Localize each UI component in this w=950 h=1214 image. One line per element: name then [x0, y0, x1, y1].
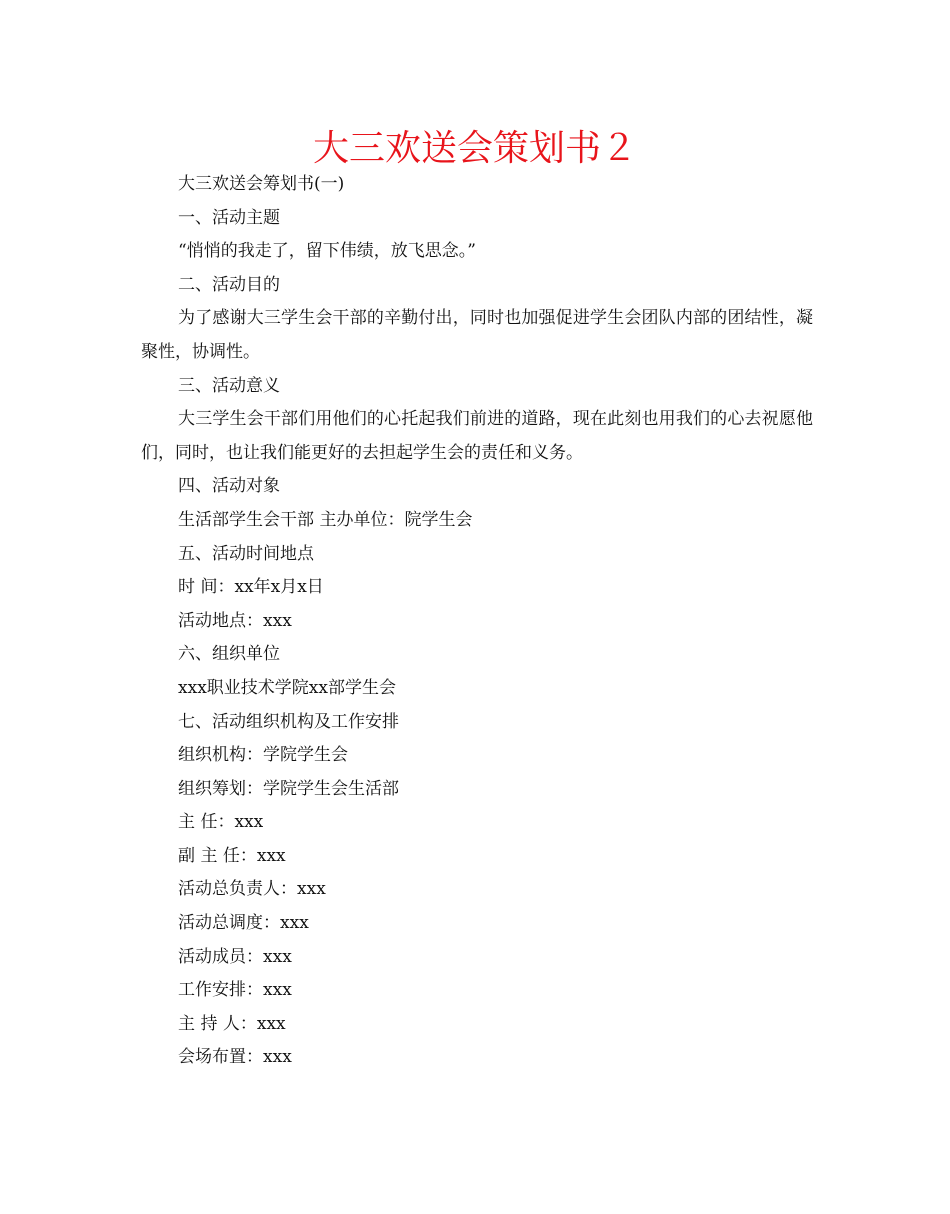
paragraph-chief: 活动总负责人：xxx — [178, 879, 326, 900]
paragraph-work-arrangement: 工作安排：xxx — [178, 980, 292, 1001]
section-heading-organizer: 六、组织单位 — [178, 644, 281, 665]
document-body — [141, 168, 813, 1075]
document-title: 大三欢送会策划书２ — [312, 128, 637, 169]
paragraph-purpose: 为了感谢大三学生会干部的辛勤付出，同时也加强促进学生会团队内部的团结性，凝聚性，协调性。 — [141, 308, 813, 362]
paragraph-significance: 大三学生会干部们用他们的心托起我们前进的道路，现在此刻也用我们的心去祝愿他们，同时，也让我们能更好的去担起学生会的责任和义务。 — [141, 409, 813, 463]
paragraph-venue-setup: 会场布置：xxx — [178, 1047, 292, 1068]
section-heading-theme: 一、活动主题 — [178, 207, 281, 228]
section-heading-purpose: 二、活动目的 — [178, 274, 281, 295]
section-heading-audience: 四、活动对象 — [178, 476, 281, 497]
section-heading-significance: 三、活动意义 — [178, 375, 281, 396]
section-heading-organization: 七、活动组织机构及工作安排 — [178, 711, 400, 732]
paragraph-org-body: 组织机构：学院学生会 — [178, 745, 349, 766]
paragraph-heading: 大三欢送会筹划书(一) — [178, 174, 345, 194]
paragraph-theme-quote: “悄悄的我走了，留下伟绩，放飞思念。” — [178, 241, 476, 262]
paragraph-audience: 生活部学生会干部 主办单位：院学生会 — [178, 509, 473, 530]
paragraph-place: 活动地点：xxx — [178, 610, 292, 631]
paragraph-deputy-director: 副 主 任：xxx — [178, 845, 286, 866]
paragraph-members: 活动成员：xxx — [178, 946, 292, 967]
section-heading-time-place: 五、活动时间地点 — [178, 543, 315, 564]
paragraph-dispatcher: 活动总调度：xxx — [178, 913, 309, 934]
paragraph-host: 主 持 人：xxx — [178, 1013, 286, 1034]
paragraph-org-planning: 组织筹划：学院学生会生活部 — [178, 778, 400, 799]
paragraph-organizer: xxx职业技术学院xx部学生会 — [178, 677, 396, 698]
paragraph-time: 时 间：xx年x月x日 — [178, 577, 324, 598]
paragraph-director: 主 任：xxx — [178, 812, 264, 833]
